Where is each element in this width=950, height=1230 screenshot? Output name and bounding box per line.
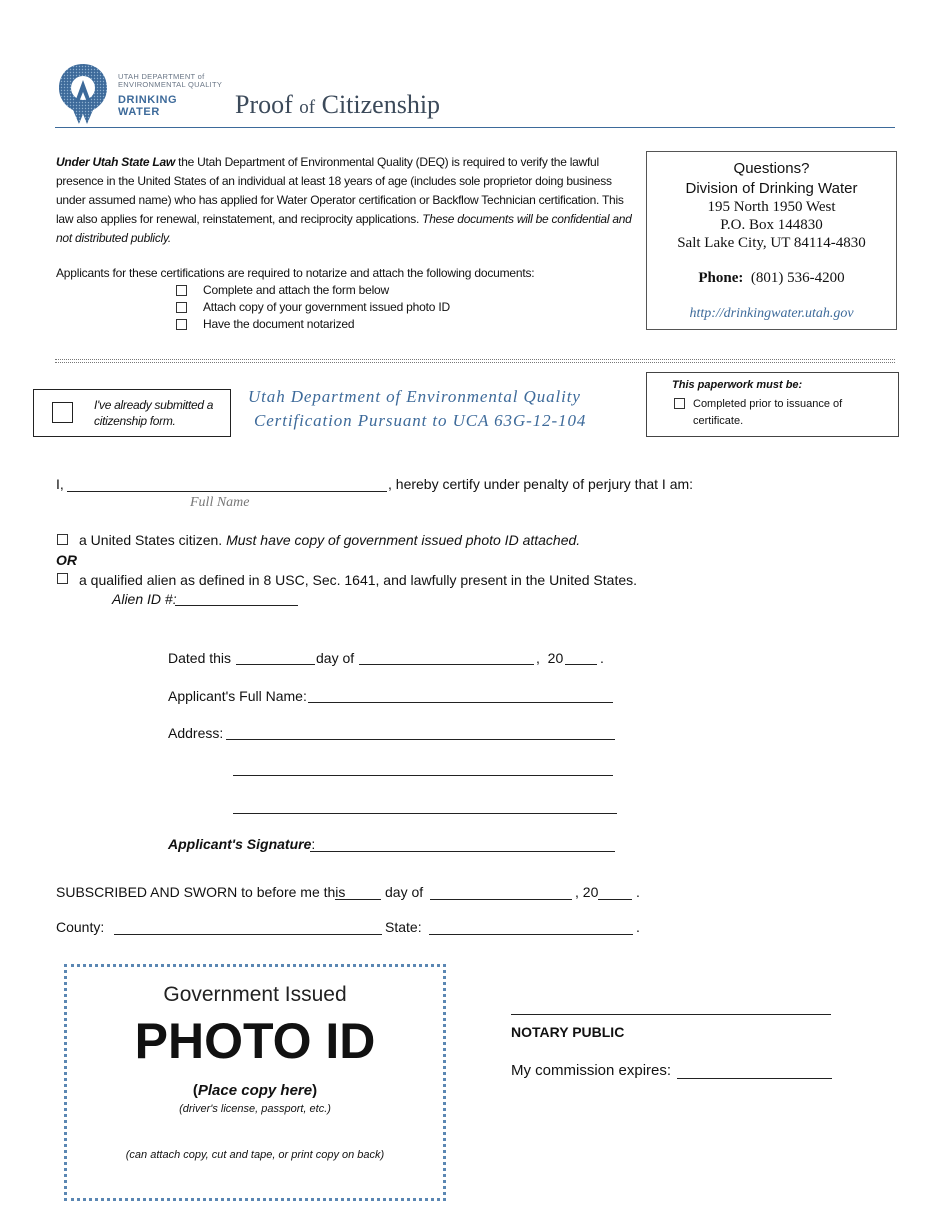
state-field[interactable] [429, 934, 633, 935]
sworn-year-prefix: , 20 [575, 884, 599, 900]
sworn-year-field[interactable] [598, 899, 632, 900]
address-field-3[interactable] [233, 813, 617, 814]
contact-phone: (801) 536-4200 [750, 270, 845, 286]
already-submitted-line1: I've already submitted a [94, 398, 214, 412]
county-field[interactable] [114, 934, 382, 935]
photo-id-examples: (driver's license, passport, etc.) [179, 1103, 331, 1115]
photo-id-place-text: Place copy here [197, 1082, 313, 1099]
dated-year-prefix: , 20 [536, 650, 564, 666]
certification-line2: Certification Pursuant to UCA 63G-12-104 [254, 411, 587, 430]
logo-text-line2: ENVIRONMENTAL QUALITY [118, 80, 223, 89]
county-label: County: [56, 919, 105, 935]
photo-id-footnote: (can attach copy, cut and tape, or print copy on back) [125, 1149, 385, 1161]
intro-paragraph [56, 153, 636, 248]
certify-i-label: I, [56, 476, 64, 492]
contact-website-link[interactable]: http://drinkingwater.utah.gov [689, 306, 854, 321]
paperwork-checkbox[interactable] [674, 398, 685, 409]
citizen-checkbox[interactable] [57, 534, 68, 545]
certification-line1: Utah Department of Environmental Quality [248, 387, 581, 406]
notary-signature-field[interactable] [511, 1014, 831, 1015]
dated-month-field[interactable] [359, 664, 534, 665]
alien-checkbox[interactable] [57, 573, 68, 584]
logo-text-line4: WATER [118, 106, 160, 118]
photo-id-paren-open: ( [192, 1082, 198, 1099]
citizen-option [79, 532, 580, 548]
contact-box [646, 151, 897, 330]
contact-po-box: P.O. Box 144830 [720, 217, 823, 233]
photo-id-place [67, 1082, 443, 1099]
photo-id-paren-close: ) [312, 1082, 318, 1099]
section-divider [55, 359, 895, 363]
address-label: Address: [168, 725, 224, 741]
signature-label [168, 836, 315, 852]
alien-id-field[interactable] [175, 605, 298, 606]
already-submitted-line2: citizenship form. [94, 414, 176, 428]
intro-lead: Under Utah State Law [56, 155, 176, 169]
or-label: OR [56, 552, 77, 568]
deq-drinking-water-logo-icon [57, 62, 109, 126]
dated-day-of-label: day of [316, 650, 355, 666]
requirement-item-3: Have the document notarized [203, 317, 355, 331]
citizen-italic: Must have copy of government issued photo ID attached. [226, 532, 581, 548]
photo-id-line2: PHOTO ID [134, 1013, 376, 1069]
page-title-word3: Citizenship [321, 90, 441, 119]
logo-text-line1: UTAH DEPARTMENT of [118, 72, 205, 81]
contact-phone-row [647, 269, 896, 287]
commission-field[interactable] [677, 1078, 832, 1079]
already-submitted-box[interactable] [33, 389, 231, 437]
state-label: State: [385, 919, 422, 935]
logo-text-line3: DRINKING [118, 94, 178, 106]
paperwork-heading: This paperwork must be: [672, 379, 803, 391]
paperwork-box [646, 372, 899, 437]
sworn-period: . [636, 884, 640, 900]
sworn-day-field[interactable] [335, 899, 381, 900]
requirement-item-1: Complete and attach the form below [203, 283, 389, 297]
dated-day-field[interactable] [236, 664, 315, 665]
sworn-day-of-label: day of [385, 884, 424, 900]
signature-field[interactable] [310, 851, 615, 852]
paperwork-item-line2: certificate. [693, 415, 744, 427]
full-name-field[interactable] [67, 491, 387, 492]
requirement-checkbox-1[interactable] [176, 285, 187, 296]
requirement-checkbox-3[interactable] [176, 319, 187, 330]
dated-period: . [600, 650, 604, 666]
full-name-caption: Full Name [190, 495, 250, 510]
requirement-checkbox-2[interactable] [176, 302, 187, 313]
intro-italic-tail: These documents will be confidential and not distributed publicly. [56, 212, 632, 245]
dated-label: Dated this [168, 650, 232, 666]
contact-city: Salt Lake City, UT 84114-4830 [677, 235, 866, 251]
alien-id-label: Alien ID #: [112, 591, 177, 607]
dated-year-field[interactable] [565, 664, 597, 665]
notary-public-label: NOTARY PUBLIC [511, 1024, 625, 1040]
requirement-item-2: Attach copy of your government issued photo ID [203, 300, 450, 314]
photo-id-box[interactable] [64, 964, 446, 1201]
intro-body: the Utah Department of Environmental Quality (DEQ) is required to verify the lawful presence in the United States of an individual at least 18 years of age (includes sole proprietor doing business under assumed name) who has applied for Water Operator certification or Backflow Technician certification. This law also applies for renewal, reinstatement, and reciprocity applications. [56, 155, 624, 226]
state-period: . [636, 919, 640, 935]
applicant-name-field[interactable] [308, 702, 613, 703]
address-field-2[interactable] [233, 775, 613, 776]
paperwork-item-line1: Completed prior to issuance of [693, 398, 843, 410]
contact-heading: Questions? [733, 160, 810, 177]
signature-label-text: Applicant's Signature [168, 836, 312, 852]
certify-text: , hereby certify under penalty of perjury that I am: [388, 476, 694, 492]
page-title-word2: of [299, 97, 316, 118]
page-title [235, 90, 440, 120]
contact-street: 195 North 1950 West [707, 199, 836, 215]
certification-heading [248, 385, 586, 433]
applicant-name-label: Applicant's Full Name: [168, 688, 307, 704]
photo-id-line1: Government Issued [163, 983, 347, 1006]
already-submitted-checkbox[interactable] [52, 402, 73, 423]
citizen-text: a United States citizen. [79, 532, 223, 548]
contact-division: Division of Drinking Water [685, 180, 858, 197]
signature-colon: : [311, 836, 316, 852]
commission-label: My commission expires: [511, 1062, 672, 1079]
page-title-word1: Proof [235, 90, 293, 119]
alien-text: a qualified alien as defined in 8 USC, Sec. 1641, and lawfully present in the United States. [79, 572, 638, 588]
sworn-month-field[interactable] [430, 899, 572, 900]
requirements-lead: Applicants for these certifications are required to notarize and attach the following documents: [56, 266, 535, 280]
address-field-1[interactable] [226, 739, 615, 740]
contact-phone-label: Phone: [698, 270, 744, 286]
header-rule [55, 127, 895, 128]
sworn-label: SUBSCRIBED AND SWORN to before me this [56, 884, 346, 900]
